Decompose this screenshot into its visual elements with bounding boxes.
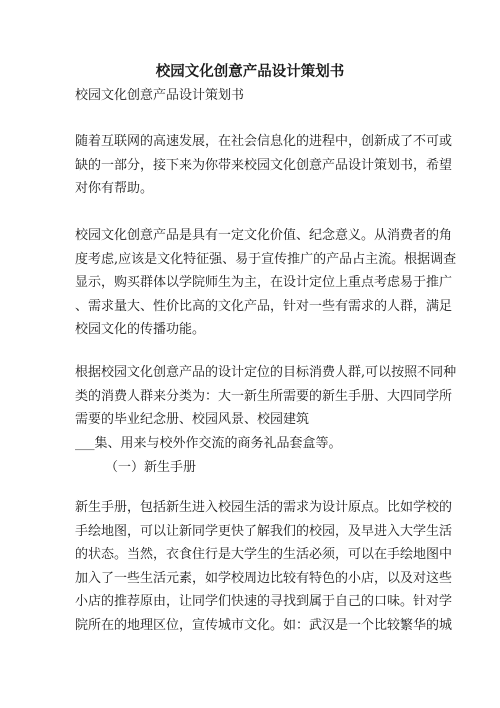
paragraph-freshman-handbook	[75, 496, 453, 638]
text-line: 对你有帮助。	[75, 181, 154, 197]
subtitle-line: 校园文化创意产品设计策划书	[75, 88, 245, 103]
text-line: 校园文化的传播功能。	[75, 322, 206, 338]
text-line: 加入了一些生活元素，如学校周边比较有特色的小店，以及对这些	[75, 570, 453, 586]
text-line: 小店的推荐原由，让同学们快速的寻找到属于自己的口味。针对学	[75, 594, 453, 610]
text-line: 校园文化创意产品是具有一定文化价值、纪念意义。从消费者的角	[75, 228, 453, 243]
text-line: 的状态。当然，衣食住行是大学生的生活必须，可以在手绘地图中	[75, 547, 453, 563]
heading-text: （一）新生手册	[105, 460, 197, 475]
text-line: 新生手册，包括新生进入校园生活的需求为设计原点。比如学校的	[75, 500, 453, 515]
text-line: 需要的毕业纪念册、校园风景、校园建筑	[75, 412, 310, 428]
paragraph-target-groups	[75, 361, 457, 455]
text-line: 随着互联网的高速发展，在社会信息化的进程中，创新成了不可或	[75, 134, 453, 149]
text-line: 类的消费人群来分类为：大一新生所需要的新生手册、大四同学所	[75, 388, 453, 404]
text-line: 院所在的地理区位，宣传城市文化。如：武汉是一个比较繁华的城	[75, 617, 453, 633]
document-subtitle	[75, 84, 427, 108]
text-line: 显示，购买群体以学院师生为主，在设计定位上重点考虑易于推广	[75, 275, 453, 291]
text-line: 缺的一部分，接下来为你带来校园文化创意产品设计策划书，希望	[75, 157, 453, 173]
text-line: 、需求量大、性价比高的文化产品，针对一些有需求的人群，满足	[75, 298, 453, 314]
text-line: 根据校园文化创意产品的设计定位的目标消费人群,可以按照不同种	[75, 365, 457, 380]
document-title: 校园文化创意产品设计策划书	[155, 63, 345, 80]
text-line: 度考虑,应该是文化特征强、易于宣传推广的产品占主流。根据调查	[75, 251, 457, 267]
text-line: 手绘地图，可以让新同学更快了解我们的校园，及早进入大学生活	[75, 523, 453, 539]
paragraph-intro	[75, 130, 453, 201]
section-heading-freshman-handbook	[105, 456, 457, 480]
text-line: ___集、用来与校外作交流的商务礼品套盒等。	[75, 435, 342, 451]
paragraph-product-definition	[75, 224, 457, 342]
